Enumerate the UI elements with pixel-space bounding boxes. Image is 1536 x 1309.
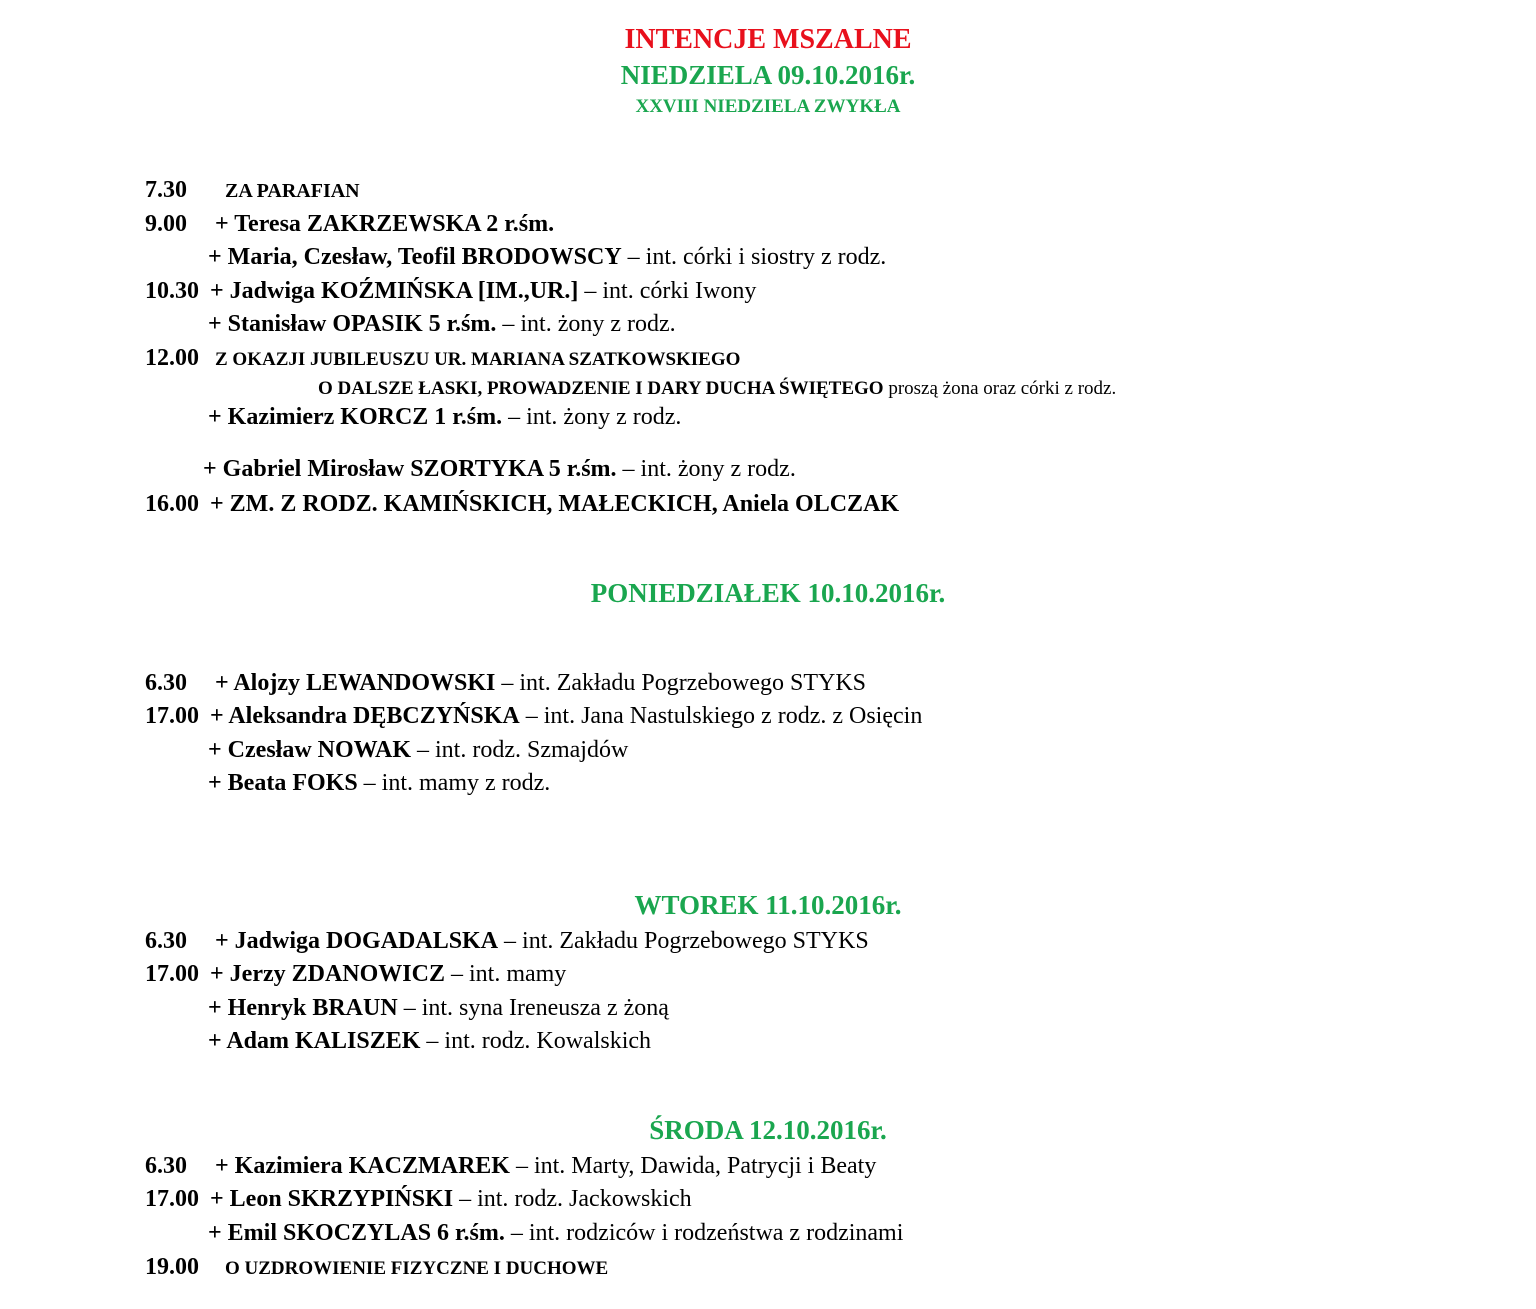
intention-requester: – int. rodziców i rodzeństwa z rodzinami xyxy=(504,1220,904,1246)
mass-time: 9.00 xyxy=(145,211,187,237)
mass-intention: + Czesław NOWAK xyxy=(208,737,411,763)
intention-requester: – int. mamy z rodz. xyxy=(357,770,551,796)
mass-intention: + Leon SKRZYPIŃSKI xyxy=(210,1186,454,1212)
intention-requester: – int. żony z rodz. xyxy=(616,456,796,482)
mass-intention: + ZM. Z RODZ. KAMIŃSKICH, MAŁECKICH, Aniela OLCZAK xyxy=(210,491,900,517)
mass-intention-line xyxy=(318,379,1116,398)
mass-intention: + Aleksandra DĘBCZYŃSKA xyxy=(210,703,520,729)
mass-time: 16.00 xyxy=(145,491,199,517)
mass-intention-line xyxy=(203,457,796,481)
mass-intention-line xyxy=(210,1187,692,1211)
intention-requester: – int. mamy xyxy=(444,961,567,987)
intention-requester: – int. córki Iwony xyxy=(578,278,757,304)
mass-intention-line xyxy=(210,279,756,303)
mass-time: 6.30 xyxy=(145,670,187,696)
mass-intention-line xyxy=(208,245,886,269)
mass-intention-line xyxy=(208,1029,651,1053)
intention-requester: – int. syna Ireneusza z żoną xyxy=(397,995,669,1021)
mass-intention: + Kazimierz KORCZ 1 r.śm. xyxy=(208,404,503,430)
intention-requester: – int. żony z rodz. xyxy=(496,311,676,337)
mass-intention: + Stanisław OPASIK 5 r.śm. xyxy=(208,311,497,337)
mass-intention-line xyxy=(208,1221,903,1245)
mass-time: 10.30 xyxy=(145,278,199,304)
sunday-date-heading: NIEDZIELA 09.10.2016r. xyxy=(620,60,916,90)
mass-intention: + Teresa ZAKRZEWSKA 2 r.śm. xyxy=(215,211,555,237)
mass-intention-line xyxy=(210,962,566,986)
mass-intention: O UZDROWIENIE FIZYCZNE I DUCHOWE xyxy=(225,1258,609,1279)
wednesday-heading: ŚRODA 12.10.2016r. xyxy=(649,1115,887,1145)
mass-intention: + Kazimiera KACZMAREK xyxy=(215,1153,510,1179)
liturgical-day-subtitle: XXVIII NIEDZIELA ZWYKŁA xyxy=(635,96,901,117)
mass-intention-line xyxy=(215,1154,876,1178)
intention-requester: – int. rodz. Jackowskich xyxy=(453,1186,692,1212)
mass-intention: + Henryk BRAUN xyxy=(208,995,398,1021)
mass-intention: + Adam KALISZEK xyxy=(208,1028,421,1054)
mass-intention-line xyxy=(215,671,866,695)
mass-time: 6.30 xyxy=(145,1153,187,1179)
mass-intention: + Maria, Czesław, Teofil BRODOWSCY xyxy=(208,244,622,270)
intention-requester: proszą żona oraz córki z rodz. xyxy=(883,378,1117,399)
page-title: INTENCJE MSZALNE xyxy=(624,24,912,55)
intention-requester: – int. córki i siostry z rodz. xyxy=(621,244,887,270)
mass-intention: Z OKAZJI JUBILEUSZU UR. MARIANA SZATKOWSKIEGO xyxy=(215,349,741,370)
intention-requester: – int. rodz. Szmajdów xyxy=(411,737,629,763)
mass-time: 19.00 xyxy=(145,1254,199,1280)
monday-heading: PONIEDZIAŁEK 10.10.2016r. xyxy=(590,578,946,608)
mass-intention: + Gabriel Mirosław SZORTYKA 5 r.śm. xyxy=(203,456,617,482)
mass-intention-line xyxy=(208,405,681,429)
mass-intention: + Beata FOKS xyxy=(208,770,358,796)
mass-intention: ZA PARAFIAN xyxy=(225,180,360,202)
mass-time: 17.00 xyxy=(145,703,199,729)
intention-requester: – int. Marty, Dawida, Patrycji i Beaty xyxy=(509,1153,877,1179)
mass-time: 17.00 xyxy=(145,961,199,987)
intention-requester: – int. żony z rodz. xyxy=(502,404,682,430)
mass-time: 7.30 xyxy=(145,177,187,203)
intention-requester: – int. Jana Nastulskiego z rodz. z Osięcin xyxy=(519,703,923,729)
mass-intention-line xyxy=(208,738,628,762)
mass-intention: + Jerzy ZDANOWICZ xyxy=(210,961,445,987)
mass-intention: + Emil SKOCZYLAS 6 r.śm. xyxy=(208,1220,505,1246)
mass-intention-line xyxy=(208,996,669,1020)
mass-intention-line xyxy=(208,771,550,795)
mass-intention-line xyxy=(215,929,869,953)
intention-requester: – int. rodz. Kowalskich xyxy=(420,1028,652,1054)
mass-intention: O DALSZE ŁASKI, PROWADZENIE I DARY DUCHA ŚWIĘTEGO xyxy=(318,378,884,399)
tuesday-heading: WTOREK 11.10.2016r. xyxy=(634,890,902,920)
mass-intention-line xyxy=(208,312,676,336)
mass-time: 6.30 xyxy=(145,928,187,954)
mass-intention: + Jadwiga DOGADALSKA xyxy=(215,928,499,954)
mass-time: 12.00 xyxy=(145,345,199,371)
mass-intention: + Alojzy LEWANDOWSKI xyxy=(215,670,496,696)
intention-requester: – int. Zakładu Pogrzebowego STYKS xyxy=(498,928,869,954)
intention-requester: – int. Zakładu Pogrzebowego STYKS xyxy=(495,670,866,696)
mass-intention: + Jadwiga KOŹMIŃSKA [IM.,UR.] xyxy=(210,278,579,304)
mass-intention-line xyxy=(210,704,922,728)
mass-time: 17.00 xyxy=(145,1186,199,1212)
